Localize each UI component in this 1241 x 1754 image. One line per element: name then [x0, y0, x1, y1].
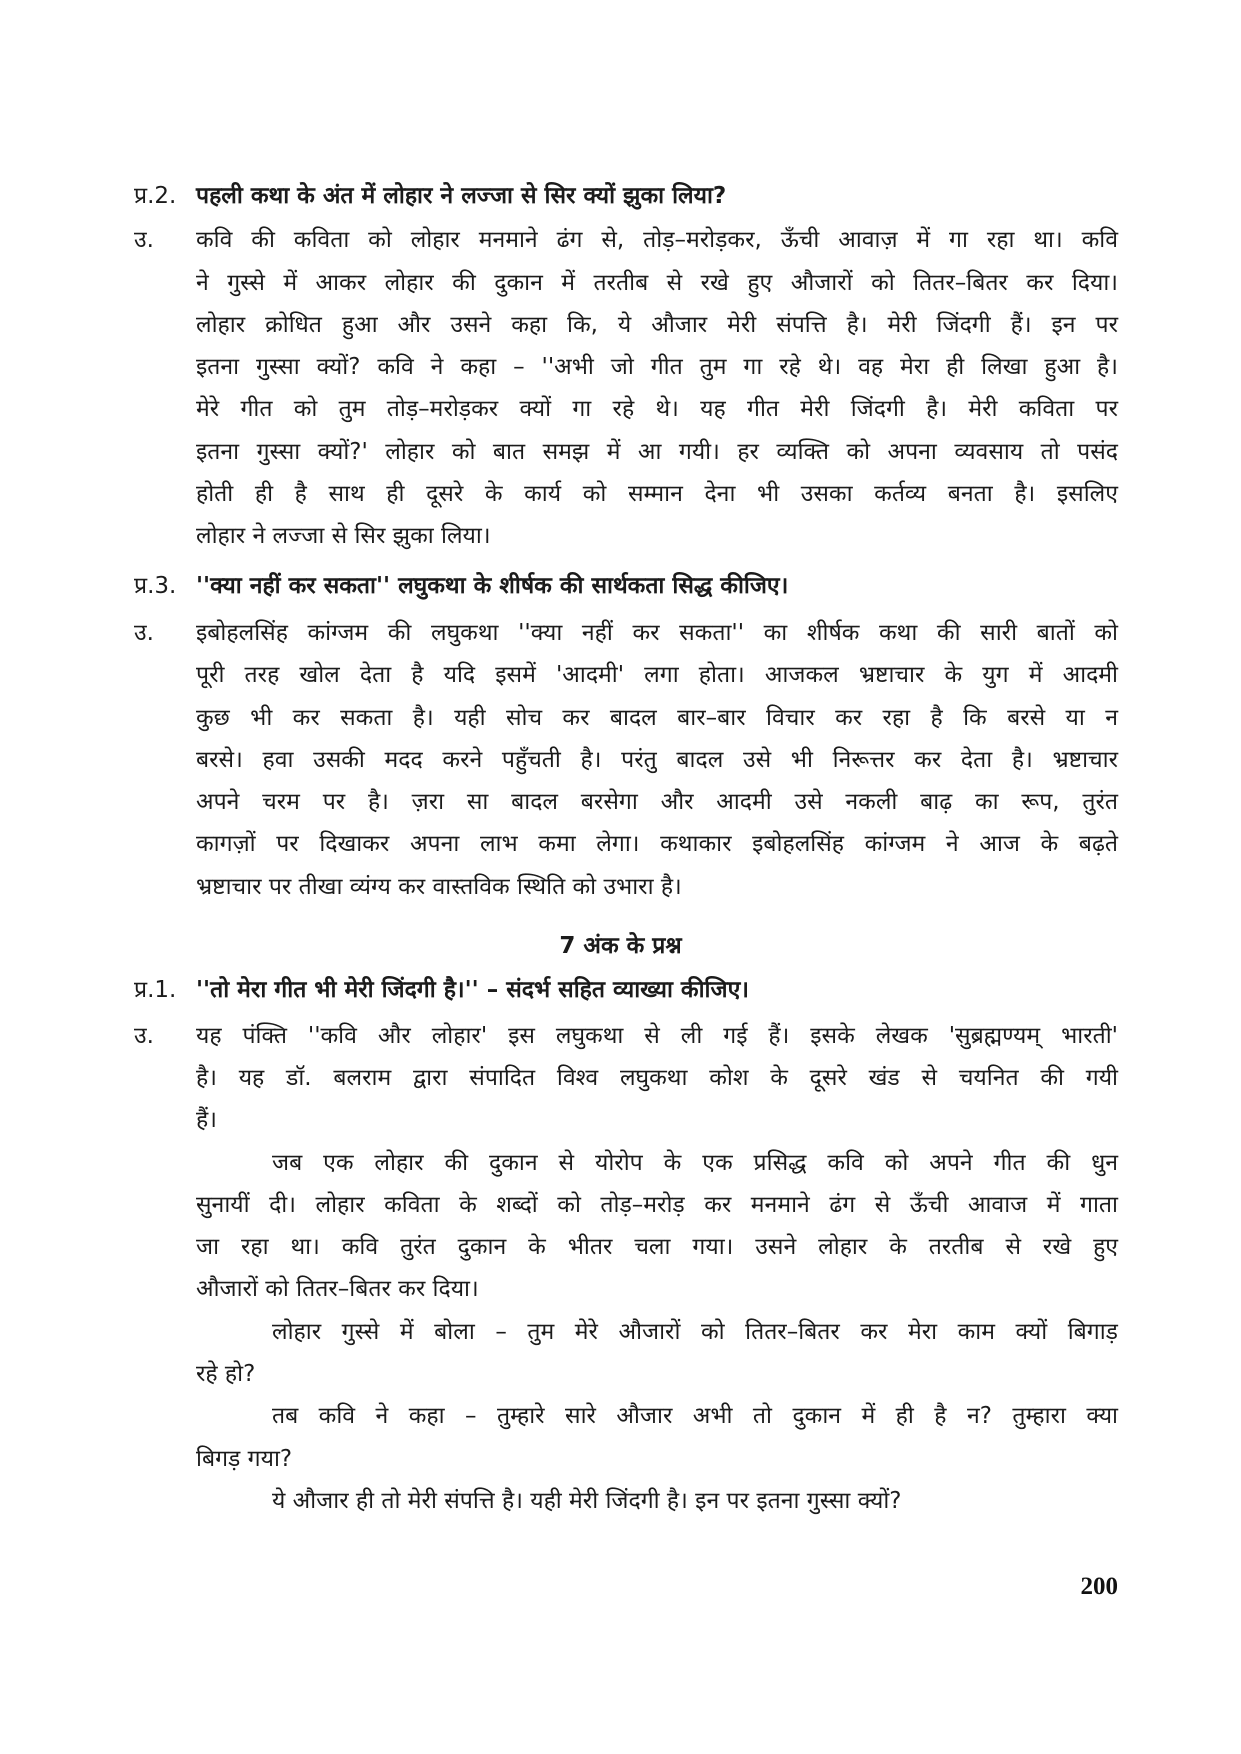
question-label: प्र.2. [134, 183, 177, 209]
question-block [134, 175, 1118, 558]
paragraph-line [134, 1226, 1118, 1268]
answer-line: है। यह डॉ. बलराम द्वारा संपादित विश्व लघुकथा कोश के दूसरे खंड से चयनित की गयी [196, 1064, 1118, 1091]
answer-row [134, 781, 1118, 823]
answer-line: बरसे। हवा उसकी मदद करने पहुँचती है। परंतु बादल उसे भी निरूत्तर कर देता है। भ्रष्टाचार [196, 746, 1118, 773]
answer-row [134, 697, 1118, 739]
answer-line: लोहार क्रोधित हुआ और उसने कहा कि, ये औजार मेरी संपत्ति है। मेरी जिंदगी हैं। इन पर [196, 311, 1118, 338]
paragraph-line [134, 1184, 1118, 1226]
answer-line: इतना गुस्सा क्यों?' लोहार को बात समझ में आ गयी। हर व्यक्ति को अपना व्यवसाय तो पसंद [196, 438, 1118, 465]
answer-row [134, 654, 1118, 696]
question-text: ''क्या नहीं कर सकता'' लघुकथा के शीर्षक की सार्थकता सिद्ध कीजिए। [196, 572, 789, 599]
question-block [134, 565, 1118, 908]
paragraph-line [134, 1268, 1118, 1310]
paragraph-line [134, 1311, 1118, 1353]
answer-line: कुछ भी कर सकता है। यही सोच कर बादल बार–बार विचार कर रहा है कि बरसे या न [196, 704, 1118, 731]
answer-line: लोहार ने लज्जा से सिर झुका लिया। [196, 523, 491, 550]
answer-line: ये औजार ही तो मेरी संपत्ति है। यही मेरी जिंदगी है। इन पर इतना गुस्सा क्यों? [272, 1487, 902, 1514]
section-heading [0, 925, 1241, 967]
answer-row [134, 388, 1118, 430]
answer-row [134, 219, 1118, 261]
answer-line: पूरी तरह खोल देता है यदि इसमें 'आदमी' लगा होता। आजकल भ्रष्टाचार के युग में आदमी [196, 662, 1118, 689]
answer-row [134, 866, 1118, 908]
answer-line: ने गुस्से में आकर लोहार की दुकान में तरतीब से रखे हुए औजारों को तितर–बितर कर दिया। [196, 269, 1118, 296]
answer-line: तब कवि ने कहा – तुम्हारे सारे औजार अभी तो दुकान में ही है न? तुम्हारा क्या [272, 1403, 1118, 1430]
answer-label: उ. [134, 227, 154, 254]
answer-line: भ्रष्टाचार पर तीखा व्यंग्य कर वास्तविक स्थिति को उभारा है। [196, 873, 682, 900]
answer-line: बिगड़ गया? [196, 1445, 293, 1472]
answer-row [134, 431, 1118, 473]
page-body [134, 175, 1118, 1522]
answer-line: कवि की कविता को लोहार मनमाने ढंग से, तोड़–मरोड़कर, ऊँची आवाज़ में गा रहा था। कवि [196, 227, 1118, 254]
answer-row [134, 823, 1118, 865]
answer-line: कागज़ों पर दिखाकर अपना लाभ कमा लेगा। कथाकार इबोहलसिंह कांग्जम ने आज के बढ़ते [196, 831, 1118, 858]
question-label: प्र.1. [134, 977, 177, 1004]
answer-row [134, 262, 1118, 304]
answer-line: जब एक लोहार की दुकान से योरोप के एक प्रसिद्ध कवि को अपने गीत की धुन [272, 1149, 1118, 1176]
section-heading-text: 7 अंक के प्रश्न [559, 933, 682, 960]
answer-row [134, 1057, 1118, 1099]
answer-row [134, 304, 1118, 346]
answer-row [134, 1015, 1118, 1057]
question-row [134, 969, 1118, 1011]
paragraph-line [134, 1395, 1118, 1437]
question-row [134, 565, 1118, 607]
paragraph-line [134, 1438, 1118, 1480]
answer-row [134, 1099, 1118, 1141]
answer-line: लोहार गुस्से में बोला – तुम मेरे औजारों को तितर–बितर कर मेरा काम क्यों बिगाड़ [272, 1318, 1118, 1345]
answer-row [134, 346, 1118, 388]
answer-line: सुनायीं दी। लोहार कविता के शब्दों को तोड़–मरोड़ कर मनमाने ढंग से ऊँची आवाज में गाता [196, 1191, 1118, 1218]
answer-line: औजारों को तितर–बितर कर दिया। [196, 1276, 479, 1303]
paragraph-line [134, 1353, 1118, 1395]
question-text: ''तो मेरा गीत भी मेरी जिंदगी है।'' – संदर्भ सहित व्याख्या कीजिए। [196, 977, 750, 1004]
page-number: 200 [1080, 1573, 1118, 1600]
question-label: प्र.3. [134, 572, 177, 599]
question-block [134, 969, 1118, 1522]
paragraph-line [134, 1480, 1118, 1522]
answer-line: इबोहलसिंह कांग्जम की लघुकथा ''क्या नहीं कर सकता'' का शीर्षक कथा की सारी बातों को [196, 619, 1118, 646]
question-row [134, 175, 1118, 217]
answer-line: मेरे गीत को तुम तोड़–मरोड़कर क्यों गा रहे थे। यह गीत मेरी जिंदगी है। मेरी कविता पर [196, 396, 1118, 423]
answer-line: जा रहा था। कवि तुरंत दुकान के भीतर चला गया। उसने लोहार के तरतीब से रखे हुए [196, 1234, 1118, 1261]
answer-line: यह पंक्ति ''कवि और लोहार' इस लघुकथा से ली गई हैं। इसके लेखक 'सुब्रह्मण्यम् भारती' [196, 1022, 1118, 1049]
answer-line: होती ही है साथ ही दूसरे के कार्य को सम्मान देना भी उसका कर्तव्य बनता है। इसलिए [196, 481, 1118, 508]
paragraph-line [134, 1142, 1118, 1184]
answer-row [134, 739, 1118, 781]
answer-line: हैं। [196, 1107, 217, 1134]
answer-row [134, 515, 1118, 557]
answer-line: रहे हो? [196, 1361, 256, 1388]
answer-row [134, 473, 1118, 515]
answer-line: अपने चरम पर है। ज़रा सा बादल बरसेगा और आदमी उसे नकली बाढ़ का रूप, तुरंत [196, 789, 1118, 816]
answer-line: इतना गुस्सा क्यों? कवि ने कहा – ''अभी जो गीत तुम गा रहे थे। वह मेरा ही लिखा हुआ है। [196, 354, 1118, 381]
question-text: पहली कथा के अंत में लोहार ने लज्जा से सिर क्यों झुका लिया? [196, 183, 727, 209]
answer-row [134, 612, 1118, 654]
answer-label: उ. [134, 619, 154, 646]
answer-label: उ. [134, 1022, 154, 1049]
